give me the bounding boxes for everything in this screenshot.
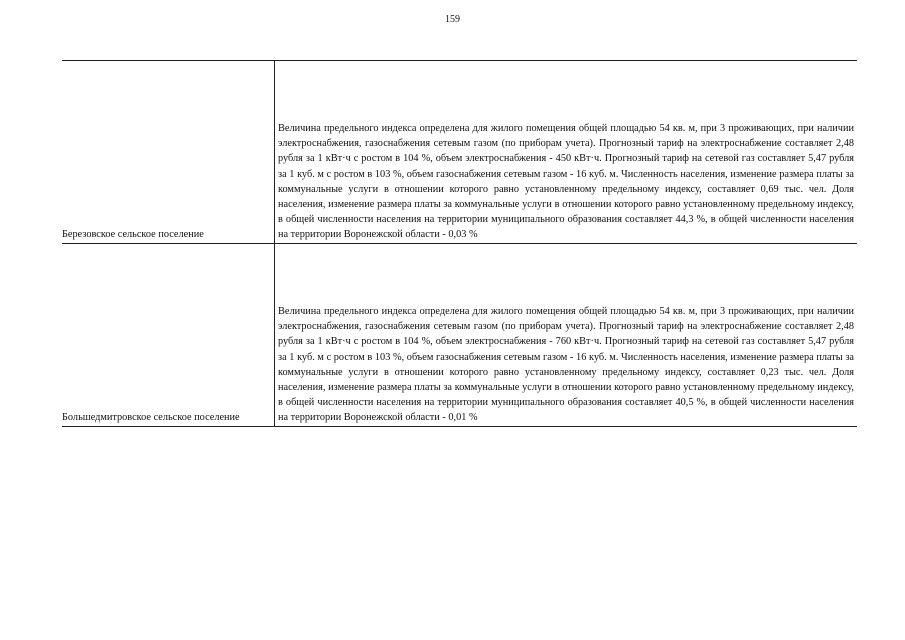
description-cell — [275, 244, 858, 427]
description-cell — [275, 61, 858, 244]
index-description: Величина предельного индекса определена для жилого помещения общей площадью 54 кв. м, при 3 проживающих, при наличии электроснабжения, газоснабжения сетевым газом (по приборам учета). Прогнозный тариф на электроснабжение составляет 2,48 рубля за 1 кВт·ч с ростом в 104 %, объем электроснабжения - 450 кВт·ч. Прогнозный тариф на сетевой газ составляет 5,47 рубля за 1 куб. м с ростом в 103 %, объем газоснабжения сетевым газом - 16 куб. м. Численность населения, изменение размера платы за коммунальные услуги в отношении которого равно установленному предельному индексу, составляет 0,69 тыс. чел. Доля населения, изменение размера платы за коммунальные услуги в отношении которого равно установленному предельному индексу, в общей численности населения на территории муниципального образования составляет 44,3 %, в общей численности населения на территории Воронежской области - 0,03 % — [278, 123, 854, 240]
municipality-name-cell — [62, 244, 275, 427]
municipality-name: Березовское сельское поселение — [62, 229, 204, 240]
table-row — [62, 244, 857, 427]
index-description: Величина предельного индекса определена для жилого помещения общей площадью 54 кв. м, при 3 проживающих, при наличии электроснабжения, газоснабжения сетевым газом (по приборам учета). Прогнозный тариф на электроснабжение составляет 2,48 рубля за 1 кВт·ч с ростом в 104 %, объем электроснабжения - 760 кВт·ч. Прогнозный тариф на сетевой газ составляет 5,47 рубля за 1 куб. м с ростом в 103 %, объем газоснабжения сетевым газом - 16 куб. м. Численность населения, изменение размера платы за коммунальные услуги в отношении которого равно установленному предельному индексу, составляет 0,23 тыс. чел. Доля населения, изменение размера платы за коммунальные услуги в отношении которого равно установленному предельному индексу, в общей численности населения на территории муниципального образования составляет 40,5 %, в общей численности населения на территории Воронежской области - 0,01 % — [278, 306, 854, 423]
municipality-table — [62, 60, 857, 427]
page-number: 159 — [445, 14, 460, 25]
municipality-name: Большедмитровское сельское поселение — [62, 412, 240, 423]
table-row — [62, 61, 857, 244]
municipality-name-cell — [62, 61, 275, 244]
